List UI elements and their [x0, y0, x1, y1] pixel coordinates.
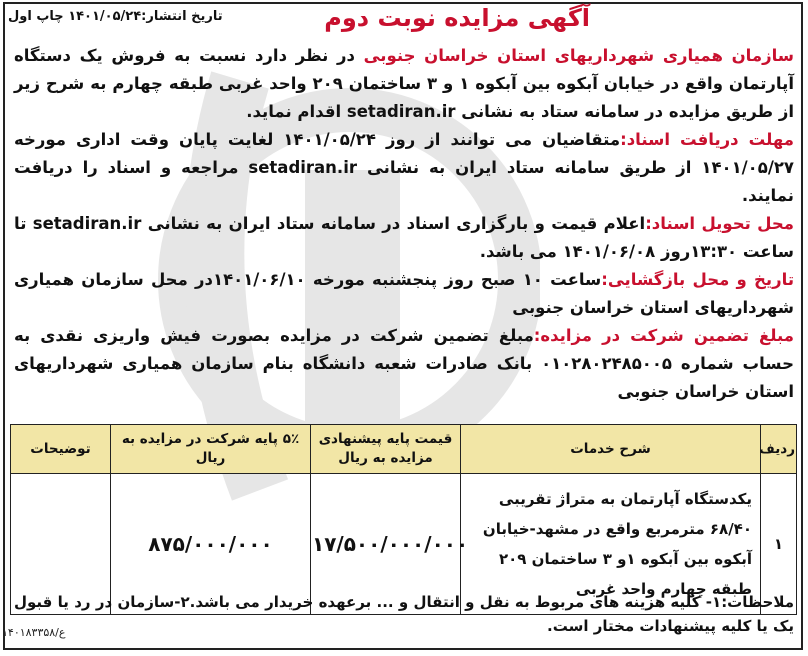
delivery-text-1: اعلام قیمت و بارگزاری اسناد در سامانه ستاد ایران به نشانی	[141, 214, 646, 233]
cell-base-price: ۱۷/۵۰۰/۰۰۰/۰۰۰	[311, 474, 461, 615]
delivery-site: setadiran.ir	[32, 214, 142, 233]
guarantee-text: مبلغ تضمین شرکت در مزایده بصورت فیش واریزی نقدی به حساب شماره ۰۱۰۲۸۰۲۴۸۵۰۰۵ بانک صادرات شعبه دانشگاه بنام سازمان همیاری شهرداریهای استان خراسان جنوبی	[14, 326, 794, 401]
header-deposit: ۵٪ پایه شرکت در مزایده به ریال	[111, 425, 311, 474]
deadline-text-2: مراجعه و اسناد را دریافت نمایند.	[14, 158, 794, 205]
opening-text: ساعت ۱۰ صبح روز پنجشنبه مورخه ۱۴۰۱/۰۶/۱۰در محل سازمان همیاری شهرداریهای استان خراسان جنوبی	[14, 270, 794, 317]
ad-code: ۱۴۰۱۸۳۳۵۸/ع	[2, 626, 66, 639]
intro-paragraph	[14, 42, 794, 126]
deadline-paragraph	[14, 126, 794, 210]
cell-row-number: ۱	[761, 474, 797, 615]
header-row-number: ردیف	[761, 425, 797, 474]
organization-name: سازمان همیاری شهرداریهای استان خراسان جنوبی	[363, 46, 794, 65]
delivery-label: محل تحویل اسناد:	[645, 214, 794, 233]
deadline-label: مهلت دریافت اسناد:	[620, 130, 794, 149]
deadline-text-1: متقاضیان می توانند از روز ۱۴۰۱/۰۵/۲۴ لغایت پایان وقت اداری مورخه ۱۴۰۱/۰۵/۲۷ از طریق سامانه ستاد ایران به نشانی	[14, 130, 794, 177]
auction-table	[10, 424, 797, 615]
guarantee-label: مبلغ تضمین شرکت در مزایده:	[533, 326, 794, 345]
delivery-paragraph	[14, 210, 794, 266]
header-description: شرح خدمات	[461, 425, 761, 474]
notice-body	[14, 42, 794, 406]
cell-deposit: ۸۷۵/۰۰۰/۰۰۰	[111, 474, 311, 615]
publish-info: تاریخ انتشار:۱۴۰۱/۰۵/۲۴ چاپ اول	[8, 9, 223, 24]
intro-text-2: اقدام نماید.	[246, 102, 347, 121]
guarantee-paragraph	[14, 322, 794, 406]
cell-description: یکدستگاه آپارتمان به متراژ تقریبی ۶۸/۴۰ مترمربع واقع در مشهد-خیابان آبکوه بین آبکوه ۱و ۳ ساختمان ۲۰۹ طبقه چهارم واحد غربی	[461, 474, 761, 615]
header-base-price: قیمت پایه پیشنهادی مزایده به ریال	[311, 425, 461, 474]
intro-text-1: در نظر دارد نسبت به فروش یک دستگاه آپارتمان واقع در خیابان آبکوه بین آبکوه ۱ و ۳ ساختمان ۲۰۹ واحد غربی طبقه چهارم به شرح زیر از طریق مزایده در سامانه ستاد به نشانی	[14, 46, 794, 121]
table-header-row	[11, 425, 797, 474]
delivery-text-2: تا ساعت ۱۳:۳۰روز ۱۴۰۱/۰۶/۰۸ می باشد.	[14, 214, 794, 261]
opening-label: تاریخ و محل بازگشایی:	[601, 270, 795, 289]
header-notes: توضیحات	[11, 425, 111, 474]
deadline-site: setadiran.ir	[248, 158, 357, 177]
remarks: ملاحظات:۱- کلیه هزینه های مربوط به نقل و انتقال و ... برعهده خریدار می باشد.۲-سازمان در رد یا قبول یک یا کلیه پیشنهادات مختار است.	[14, 593, 794, 635]
header	[8, 2, 800, 38]
opening-paragraph	[14, 266, 794, 322]
intro-site: setadiran.ir	[346, 102, 456, 121]
notice-title: آگهی مزایده نوبت دوم	[324, 4, 590, 32]
